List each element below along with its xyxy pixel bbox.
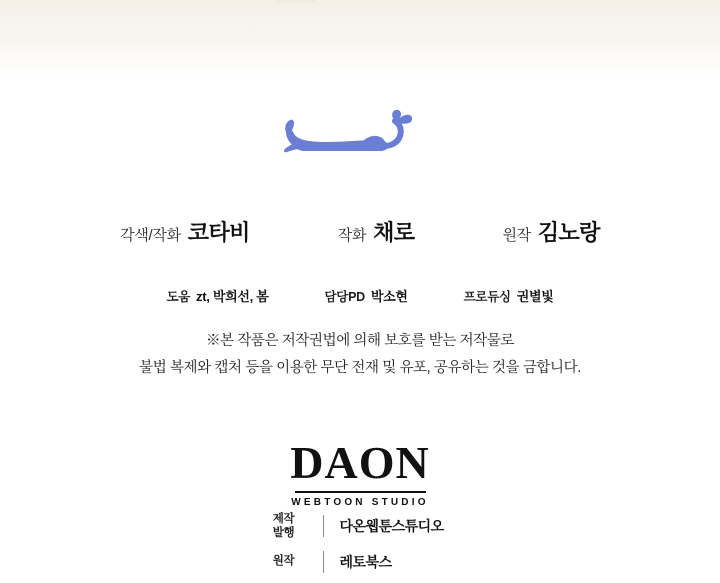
publisher-divider (323, 551, 324, 573)
page-top-gradient (0, 0, 720, 78)
copyright-notice (0, 328, 720, 382)
sub-credit-role: 도움 (166, 290, 191, 304)
studio-logo-rule (295, 491, 426, 493)
credit-role: 원작 (502, 227, 531, 244)
credit-role: 각색/작화 (120, 227, 181, 244)
credit-item (338, 216, 415, 247)
main-credits-row (0, 216, 720, 247)
sub-credit-item (325, 286, 408, 305)
credit-name: 채로 (373, 220, 415, 245)
publisher-label-line1: 제작 (272, 513, 295, 525)
secondary-credits-row (0, 286, 720, 305)
credit-item (120, 216, 250, 247)
publisher-label-line2: 발행 (272, 527, 295, 540)
publisher-divider (323, 515, 324, 537)
notice-line: ※본 작품은 저작권법에 의해 보호를 받는 저작물로 (205, 333, 514, 349)
sub-credit-role: 프로듀싱 (463, 290, 511, 304)
studio-logo-subtitle: WEBTOON STUDIO (291, 497, 429, 508)
sub-credit-item (464, 286, 554, 305)
credit-name: 코타비 (187, 220, 250, 245)
studio-logo (0, 437, 720, 508)
studio-logo-wordmark: DAON (290, 437, 430, 488)
sub-credit-name: zt, 박희선, 봄 (196, 289, 269, 304)
publisher-value: 다온웹툰스튜디오 (339, 518, 444, 535)
blue-cat-with-ribbon-icon (280, 96, 440, 166)
publisher-label (261, 556, 307, 568)
sub-credit-item (166, 286, 268, 305)
publisher-table (0, 512, 720, 573)
publisher-row (245, 512, 475, 541)
credit-item (502, 216, 599, 247)
publisher-value: 레토북스 (339, 553, 392, 570)
notice-line: 불법 복제와 캡처 등을 이용한 무단 전재 및 유포, 공유하는 것을 금합니다. (139, 359, 581, 376)
sub-credit-name: 박소현 (370, 289, 408, 304)
credit-name: 김노랑 (537, 220, 600, 245)
sub-credit-name: 권별빛 (516, 289, 554, 304)
publisher-label-line1: 원작 (272, 555, 295, 567)
credit-role: 작화 (337, 227, 367, 244)
cat-illustration-container (0, 96, 720, 166)
publisher-label (261, 512, 307, 541)
publisher-row (245, 551, 475, 573)
sub-credit-role: 담당PD (324, 290, 365, 304)
page-top-mark (276, 0, 316, 2)
